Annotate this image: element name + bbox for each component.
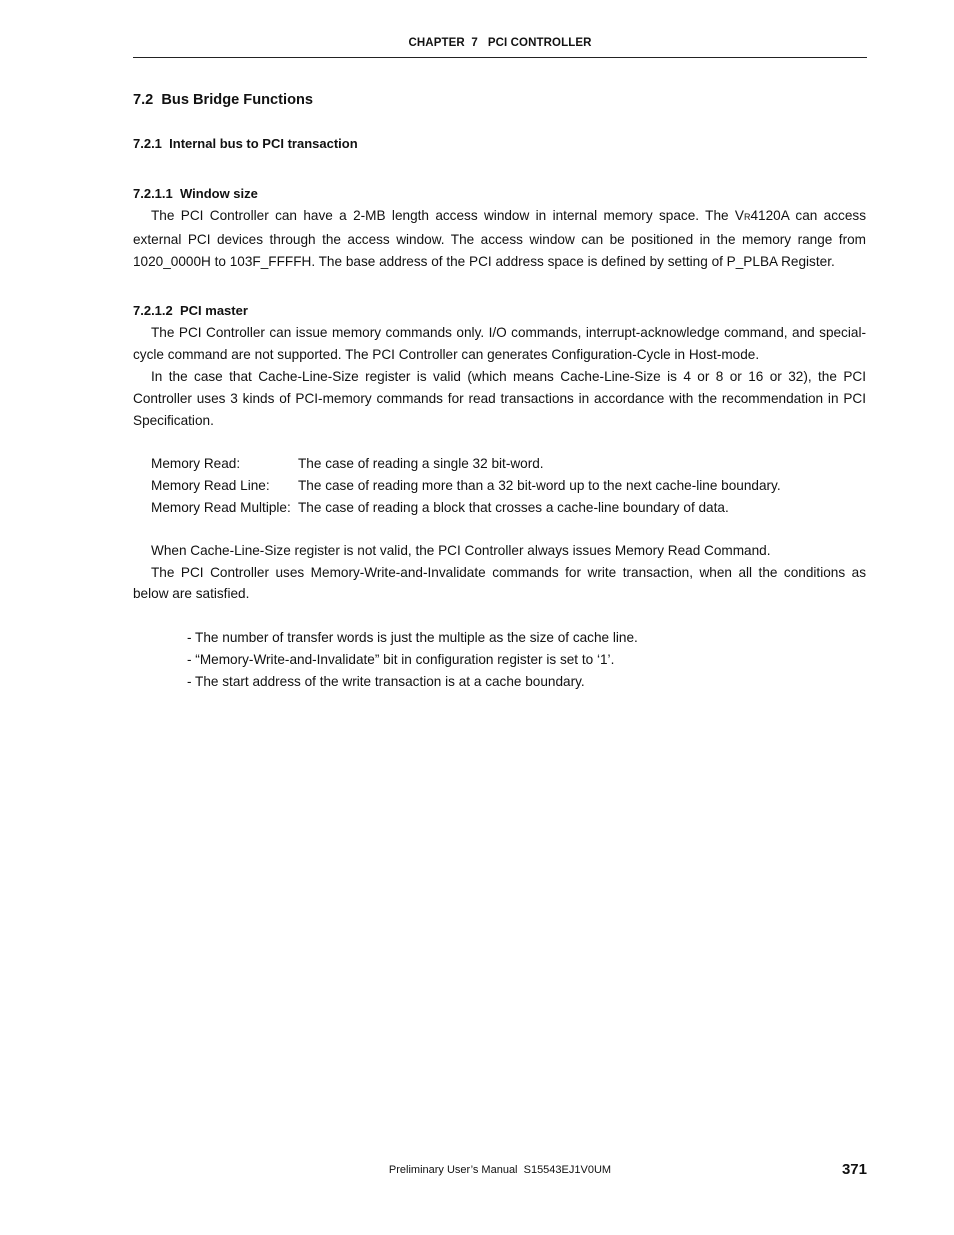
pci-master-heading: 7.2.1.2 PCI master [133, 303, 248, 319]
main-content [133, 90, 866, 693]
vr-subscript: R [744, 212, 751, 222]
chapter-title: PCI CONTROLLER [487, 37, 592, 49]
window-size-heading: 7.2.1.1 Window size [133, 186, 258, 201]
pci-master-paragraph-2: In the case that Cache-Line-Size register is valid (which means Cache-Line-Size is 4 or 8 or 16 or 32), the PCI Controller uses 3 kinds of PCI-memory commands for read transactions in accordance with the recommendation in PCI Specification. [133, 368, 866, 428]
command-term: Memory Read Multiple: [151, 499, 291, 515]
header-divider [133, 57, 867, 58]
window-size-text-2: 4120A can access external PCI devices through the access window. The access window can be positioned in the memory range from 1020_0000H to 103F_FFFFH. The base address of the PCI address space is defined by setting of P_PLBA Register. [133, 208, 866, 269]
command-description: The case of reading a block that crosses a cache-line boundary of data. [298, 499, 729, 515]
pci-master-paragraph-3: When Cache-Line-Size register is not valid, the PCI Controller always issues Memory Read Command. [151, 542, 771, 558]
page-header [133, 37, 867, 49]
pci-master-paragraph-1: The PCI Controller can issue memory commands only. I/O commands, interrupt-acknowledge command, and special-cycle command are not supported. The PCI Controller can generates Configuration-Cycle in Host-mode. [133, 325, 866, 363]
list-item: - “Memory-Write-and-Invalidate” bit in configuration register is set to ‘1’. [187, 651, 615, 667]
list-item [151, 475, 866, 497]
manual-title: Preliminary User’s Manual S15543EJ1V0UM [388, 1164, 612, 1176]
list-item: - The start address of the write transaction is at a cache boundary. [187, 673, 585, 689]
subsection-heading: 7.2.1 Internal bus to PCI transaction [133, 136, 358, 151]
window-size-paragraph [133, 205, 866, 272]
list-item [151, 497, 866, 519]
chapter-label: CHAPTER 7 [408, 37, 478, 49]
pci-master-paragraph-4: The PCI Controller uses Memory-Write-and-Invalidate commands for write transaction, when all the conditions as below are satisfied. [133, 564, 866, 602]
read-commands-list [133, 453, 866, 518]
list-item: - The number of transfer words is just the multiple as the size of cache line. [187, 630, 638, 646]
command-term: Memory Read: [151, 456, 241, 472]
page-footer [133, 1163, 867, 1183]
window-size-text-1: The PCI Controller can have a 2-MB length access window in internal memory space. The V [151, 208, 744, 223]
list-item [151, 453, 866, 475]
command-description: The case of reading a single 32 bit-word. [298, 456, 544, 472]
command-description: The case of reading more than a 32 bit-word up to the next cache-line boundary. [298, 478, 781, 494]
command-term: Memory Read Line: [151, 478, 270, 494]
conditions-list [133, 627, 866, 692]
section-heading: 7.2 Bus Bridge Functions [133, 92, 314, 108]
page-number: 371 [841, 1161, 867, 1178]
